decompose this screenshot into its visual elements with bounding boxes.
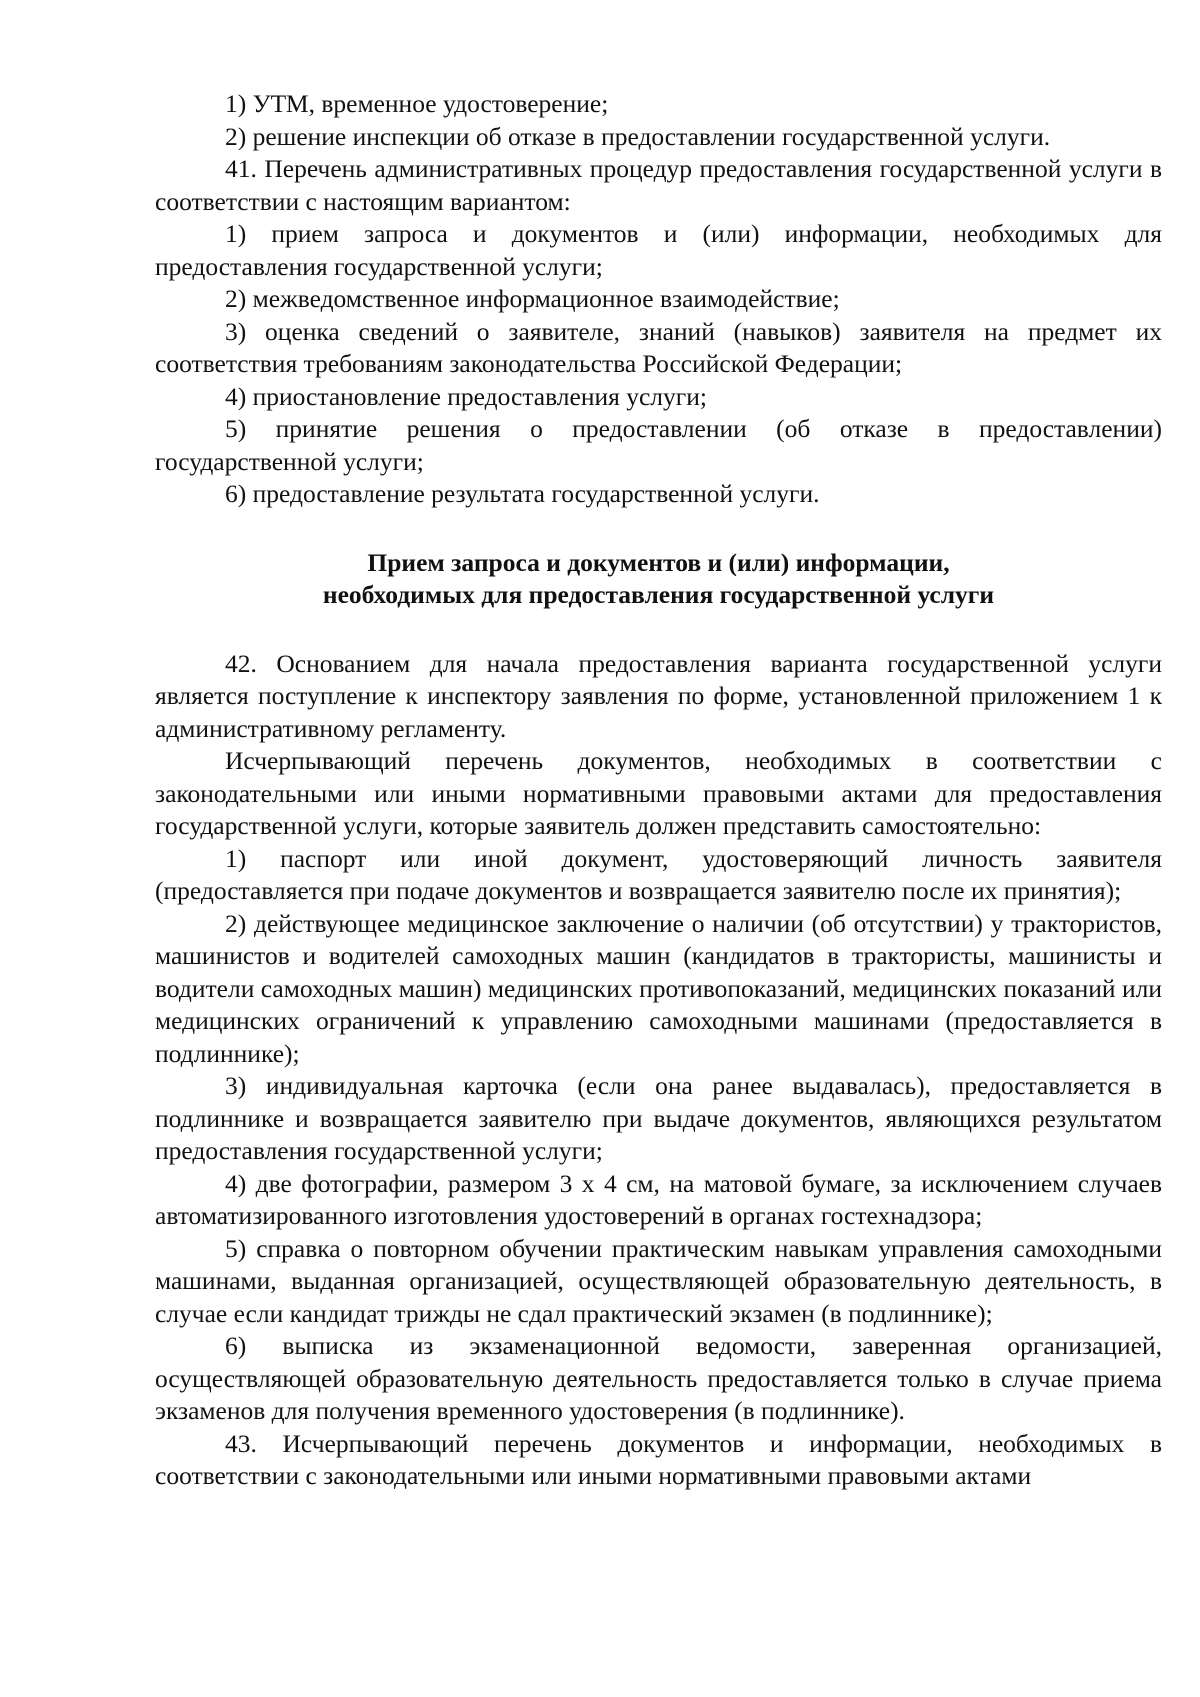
section-heading: [155, 547, 1162, 612]
paragraph: 4) две фотографии, размером 3 х 4 см, на матовой бумаге, за исключением случаев автоматизированного изготовления удостоверений в органах гостехнадзора;: [155, 1168, 1162, 1230]
paragraph: 2) действующее медицинское заключение о наличии (об отсутствии) у трактористов, машинистов и водителей самоходных машин (кандидатов в трактористы, машинисты и водители самоходных машин) медицинских противопоказаний, медицинских показаний или медицинских ограничений к управлению самоходными машинами (предоставляется в подлиннике);: [155, 908, 1162, 1068]
paragraph: 43. Исчерпывающий перечень документов и информации, необходимых в соответствии с законодательными или иными нормативными правовыми актами: [155, 1428, 1162, 1490]
paragraph: 5) справка о повторном обучении практическим навыкам управления самоходными машинами, выданная организацией, осуществляющей образовательную деятельность, в случае если кандидат трижды не сдал практический экзамен (в подлиннике);: [155, 1233, 1162, 1328]
paragraph: 41. Перечень административных процедур предоставления государственной услуги в соответствии с настоящим вариантом:: [155, 154, 1162, 216]
paragraph: 1) УТМ, временное удостоверение;: [225, 89, 609, 118]
paragraph: 2) межведомственное информационное взаимодействие;: [225, 284, 840, 313]
paragraph: Исчерпывающий перечень документов, необходимых в соответствии с законодательными или иными нормативными правовыми актами для предоставления государственной услуги, которые заявитель должен представить самостоятельно:: [155, 746, 1162, 840]
document-page: [155, 88, 1162, 1493]
paragraph: 2) решение инспекции об отказе в предоставлении государственной услуги.: [225, 121, 1051, 151]
paragraph: 42. Основанием для начала предоставления варианта государственной услуги является поступление к инспектору заявления по форме, установленной приложением 1 к административному регламенту.: [155, 648, 1162, 743]
paragraph: 3) оценка сведений о заявителе, знаний (навыков) заявителя на предмет их соответствия требованиям законодательства Российской Федерации;: [155, 316, 1162, 378]
paragraph: 5) принятие решения о предоставлении (об отказе в предоставлении) государственной услуги;: [155, 414, 1162, 476]
paragraph: 1) прием запроса и документов и (или) информации, необходимых для предоставления государственной услуги;: [155, 219, 1162, 281]
section-heading-line-1: Прием запроса и документов и (или) информации,: [367, 547, 950, 577]
section-heading-line-2: необходимых для предоставления государственной услуги: [322, 580, 995, 609]
paragraph: 6) предоставление результата государственной услуги.: [225, 479, 820, 508]
paragraph: 1) паспорт или иной документ, удостоверяющий личность заявителя (предоставляется при подаче документов и возвращается заявителю после их принятия);: [155, 843, 1162, 905]
paragraph: 3) индивидуальная карточка (если она ранее выдавалась), предоставляется в подлиннике и возвращается заявителю при выдаче документов, являющихся результатом предоставления государственной услуги;: [155, 1071, 1162, 1165]
paragraph: 6) выписка из экзаменационной ведомости, заверенная организацией, осуществляющей образовательную деятельность предоставляется только в случае приема экзаменов для получения временного удостоверения (в подлиннике).: [155, 1331, 1162, 1425]
paragraph: 4) приостановление предоставления услуги;: [225, 381, 707, 411]
